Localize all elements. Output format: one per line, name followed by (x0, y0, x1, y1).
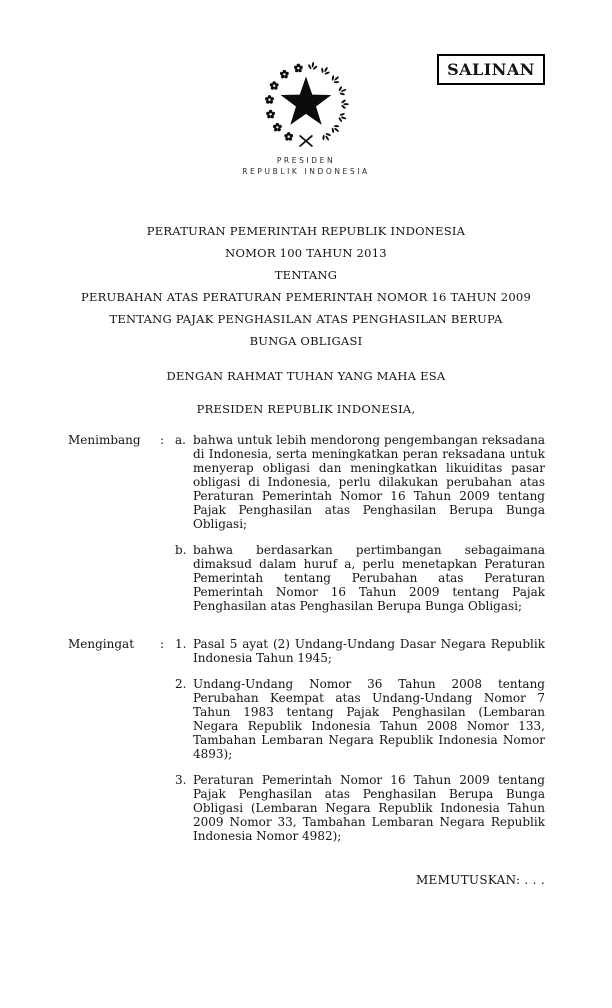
consideration-item (175, 543, 545, 613)
catchword-memutuskan: MEMUTUSKAN: . . . (415, 873, 545, 887)
presidential-seal-icon (0, 60, 612, 152)
legal-basis-item-text: Undang-Undang Nomor 36 Tahun 2008 tentang Perubahan Keempat atas Undang-Undang Nomor 7 Tahun 1983 tentang Pajak Penghasilan (Lembaran Negara Republik Indonesia Tahun 2008 Nomor 133, Tambahan Lembaran Negara Republik Indonesia Nomor 4893); (193, 677, 545, 761)
legal-basis-item-marker: 2. (175, 677, 187, 691)
legal-basis-item-text: Peraturan Pemerintah Nomor 16 Tahun 2009 tentang Pajak Penghasilan atas Penghasilan Berupa Bunga Obligasi (Lembaran Negara Republik Indonesia Tahun 2009 Nomor 33, Tambahan Lembaran Negara Republik Indonesia Nomor 4982); (193, 773, 545, 843)
consideration-item-marker: a. (175, 433, 186, 447)
seal-caption-republik-indonesia: REPUBLIK INDONESIA (242, 167, 370, 176)
legal-basis-section (68, 637, 545, 843)
seal-caption-presiden: PRESIDEN (276, 156, 336, 165)
legal-basis-item-marker: 1. (175, 637, 187, 651)
title-line-5: TENTANG PAJAK PENGHASILAN ATAS PENGHASILAN BERUPA (109, 312, 503, 326)
invocation-line: DENGAN RAHMAT TUHAN YANG MAHA ESA (166, 369, 446, 383)
legal-basis-label: Mengingat (68, 637, 135, 651)
legal-basis-item (175, 773, 545, 843)
consideration-item-text: bahwa untuk lebih mendorong pengembangan reksadana di Indonesia, serta meningkatkan peran reksadana untuk menyerap obligasi dan meningkatkan likuiditas pasar obligasi di Indonesia, perlu dilakukan perubahan atas Peraturan Pemerintah Nomor 16 Tahun 2009 tentang Pajak Penghasilan atas Penghasilan Berupa Bunga Obligasi; (193, 433, 545, 531)
considerations-label: Menimbang (68, 433, 141, 447)
title-line-6: BUNGA OBLIGASI (249, 334, 363, 348)
legal-basis-item (175, 637, 545, 665)
salinan-stamp-label: SALINAN (447, 60, 535, 79)
regulation-title (0, 220, 612, 352)
title-line-2: NOMOR 100 TAHUN 2013 (225, 246, 387, 260)
legal-basis-item-marker: 3. (175, 773, 187, 787)
considerations-separator: : (160, 433, 165, 447)
title-line-1: PERATURAN PEMERINTAH REPUBLIK INDONESIA (146, 224, 466, 238)
authority-line: PRESIDEN REPUBLIK INDONESIA, (196, 402, 416, 416)
consideration-item (175, 433, 545, 531)
consideration-item-text: bahwa berdasarkan pertimbangan sebagaimana dimaksud dalam huruf a, perlu menetapkan Peraturan Pemerintah tentang Perubahan atas Peraturan Pemerintah Nomor 16 Tahun 2009 tentang Pajak Penghasilan atas Penghasilan Berupa Bunga Obligasi; (193, 543, 545, 613)
document-body (68, 433, 545, 887)
consideration-item-marker: b. (175, 543, 187, 557)
title-line-4: PERUBAHAN ATAS PERATURAN PEMERINTAH NOMOR 16 TAHUN 2009 (80, 290, 532, 304)
legal-basis-item (175, 677, 545, 761)
legal-basis-item-text: Pasal 5 ayat (2) Undang-Undang Dasar Negara Republik Indonesia Tahun 1945; (193, 637, 545, 665)
legal-basis-separator: : (160, 637, 165, 651)
considerations-section (68, 433, 545, 613)
title-line-3: TENTANG (274, 268, 338, 282)
letterhead (0, 60, 612, 177)
